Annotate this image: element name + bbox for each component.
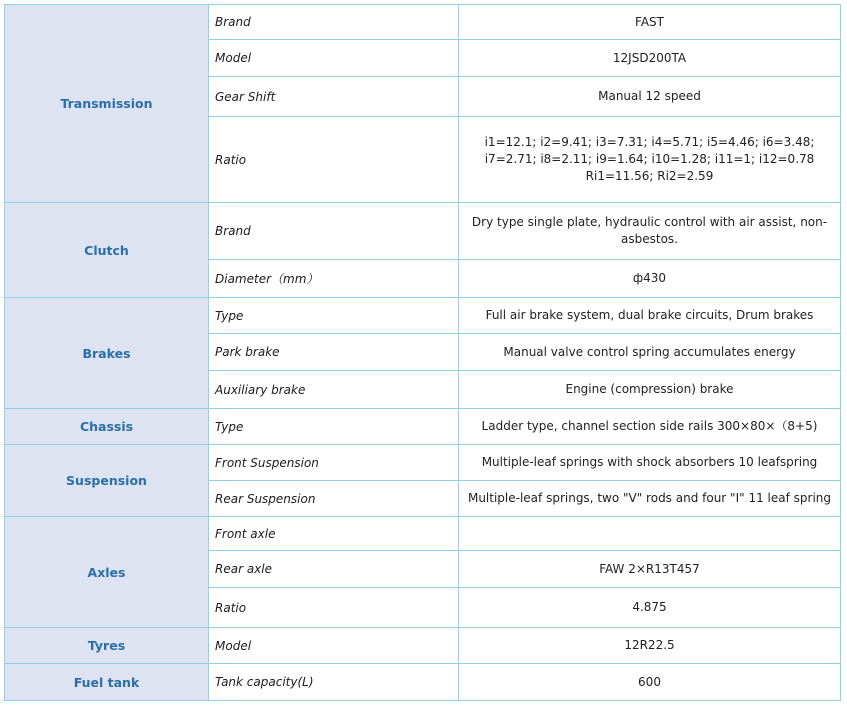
table-row <box>5 5 841 40</box>
value-cell: Manual 12 speed <box>459 77 841 117</box>
category-cell: Chassis <box>5 409 209 445</box>
category-cell: Suspension <box>5 445 209 517</box>
value-cell: Engine (compression) brake <box>459 371 841 409</box>
spec-table <box>4 4 841 701</box>
value-cell: Multiple-leaf springs with shock absorbers 10 leafspring <box>459 445 841 481</box>
category-cell: Axles <box>5 517 209 628</box>
item-cell: Rear Suspension <box>209 481 459 517</box>
table-row <box>5 628 841 664</box>
value-cell: FAW 2×R13T457 <box>459 551 841 588</box>
item-cell: Brand <box>209 203 459 260</box>
value-cell: 600 <box>459 664 841 701</box>
category-cell: Clutch <box>5 203 209 298</box>
value-cell: ф430 <box>459 260 841 298</box>
item-cell: Front axle <box>209 517 459 551</box>
value-cell: FAST <box>459 5 841 40</box>
value-cell: 12R22.5 <box>459 628 841 664</box>
table-row <box>5 445 841 481</box>
category-cell: Transmission <box>5 5 209 203</box>
item-cell: Model <box>209 628 459 664</box>
table-row <box>5 203 841 260</box>
item-cell: Auxiliary brake <box>209 371 459 409</box>
item-cell: Gear Shift <box>209 77 459 117</box>
item-cell: Front Suspension <box>209 445 459 481</box>
category-cell: Brakes <box>5 298 209 409</box>
category-cell: Fuel tank <box>5 664 209 701</box>
item-cell: Park brake <box>209 334 459 371</box>
value-cell: 12JSD200TA <box>459 40 841 77</box>
value-cell: i1=12.1; i2=9.41; i3=7.31; i4=5.71; i5=4.46; i6=3.48; i7=2.71; i8=2.11; i9=1.64; i10=1.28; i11=1; i12=0.78 Ri1=11.56; Ri2=2.59 <box>459 117 841 203</box>
item-cell: Tank capacity(L) <box>209 664 459 701</box>
value-cell <box>459 517 841 551</box>
item-cell: Type <box>209 409 459 445</box>
table-row <box>5 664 841 701</box>
value-cell: Ladder type, channel section side rails 300×80×（8+5) <box>459 409 841 445</box>
value-cell: Manual valve control spring accumulates energy <box>459 334 841 371</box>
item-cell: Diameter（mm） <box>209 260 459 298</box>
item-cell: Ratio <box>209 588 459 628</box>
item-cell: Ratio <box>209 117 459 203</box>
spec-table-body <box>5 5 841 701</box>
item-cell: Brand <box>209 5 459 40</box>
category-cell: Tyres <box>5 628 209 664</box>
item-cell: Model <box>209 40 459 77</box>
value-cell: 4.875 <box>459 588 841 628</box>
value-cell: Dry type single plate, hydraulic control with air assist, non-asbestos. <box>459 203 841 260</box>
table-row <box>5 409 841 445</box>
value-cell: Multiple-leaf springs, two "V" rods and four "I" 11 leaf spring <box>459 481 841 517</box>
item-cell: Type <box>209 298 459 334</box>
table-row <box>5 298 841 334</box>
table-row <box>5 517 841 551</box>
value-cell: Full air brake system, dual brake circuits, Drum brakes <box>459 298 841 334</box>
item-cell: Rear axle <box>209 551 459 588</box>
